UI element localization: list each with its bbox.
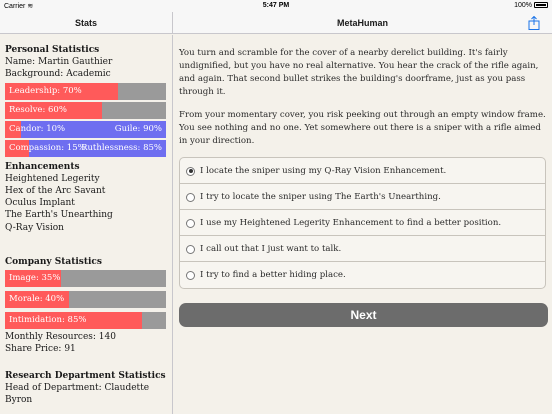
resolve-label: Resolve: 60%: [9, 104, 67, 115]
status-bar: [0, 0, 552, 12]
radio-button[interactable]: [186, 193, 195, 202]
intimidation-bar: [5, 312, 166, 329]
enhancements-heading: Enhancements: [5, 161, 80, 172]
battery-icon: [534, 2, 548, 8]
share-price: Share Price: 91: [5, 344, 76, 355]
head-of-department: Head of Department: Claudette Byron: [5, 382, 150, 405]
radio-button[interactable]: [186, 167, 195, 176]
intimidation-label: Intimidation: 85%: [9, 315, 87, 326]
choice-option[interactable]: I locate the sniper using my Q-Ray Vision Enhancement.: [180, 158, 545, 184]
enhancement-item: Heightened Legerity: [5, 173, 100, 184]
share-icon[interactable]: [528, 16, 540, 30]
choice-option[interactable]: I call out that I just want to talk.: [180, 236, 545, 262]
research-statistics-heading: Research Department Statistics: [5, 370, 166, 381]
candor-guile-bar: [5, 121, 166, 138]
story-nav-bar: [173, 12, 552, 34]
choice-option[interactable]: I use my Heightened Legerity Enhancement to find a better position.: [180, 210, 545, 236]
status-time: 5:47 PM: [262, 1, 290, 9]
story-panel: [174, 35, 552, 414]
enhancement-item: Oculus Implant: [5, 198, 75, 209]
radio-button[interactable]: [186, 245, 195, 254]
image-bar: [5, 270, 166, 287]
story-text: [179, 47, 549, 158]
morale-label: Morale: 40%: [9, 294, 65, 305]
compassion-ruthlessness-bar: [5, 140, 166, 157]
choice-option[interactable]: I try to find a better hiding place.: [180, 262, 545, 288]
next-button[interactable]: Next: [179, 303, 548, 327]
guile-label: Guile: 90%: [114, 123, 162, 134]
app-title: MetaHuman: [336, 18, 388, 28]
character-name: Name: Martin Gauthier: [5, 57, 113, 67]
leadership-label: Leadership: 70%: [9, 85, 82, 96]
enhancement-item: Hex of the Arc Savant: [5, 185, 106, 196]
morale-bar: [5, 291, 166, 308]
story-paragraph: From your momentary cover, you risk peeking out through an empty window frame. You see nothing and no one. Yet somewhere out there is a sniper with a rifle aimed in your direction.: [179, 110, 546, 146]
personal-statistics-heading: Personal Statistics: [5, 45, 100, 55]
character-background: Background: Academic: [5, 69, 111, 80]
enhancement-item: Q-Ray Vision: [5, 222, 64, 233]
battery-indicator: 100%: [514, 2, 548, 9]
ruthlessness-label: Ruthlessness: 85%: [81, 142, 162, 153]
wifi-icon: ≋: [27, 2, 34, 10]
image-label: Image: 35%: [9, 273, 61, 284]
candor-label: Candor: 10%: [9, 123, 66, 134]
stats-title: Stats: [74, 18, 97, 28]
radio-button[interactable]: [186, 219, 195, 228]
radio-button[interactable]: [186, 271, 195, 280]
resolve-bar: [5, 102, 166, 119]
enhancement-item: The Earth's Unearthing: [5, 210, 113, 221]
story-paragraph: You turn and scramble for the cover of a nearby derelict building. It's fairly undignified, but you have no real alternative. You hear the crack of the rifle again, and again. That second bullet strikes the building's doorframe, just as you pass through it.: [179, 48, 539, 97]
compassion-label: Compassion: 15%: [9, 142, 86, 153]
company-statistics-heading: Company Statistics: [5, 257, 102, 268]
choice-list: [179, 157, 546, 289]
choice-option[interactable]: I try to locate the sniper using The Earth's Unearthing.: [180, 184, 545, 210]
stats-nav-bar: [0, 12, 173, 34]
leadership-bar: [5, 83, 166, 100]
carrier-label: Carrier ≋: [4, 2, 34, 10]
monthly-resources: Monthly Resources: 140: [5, 332, 116, 343]
stats-sidebar[interactable]: [0, 35, 173, 414]
